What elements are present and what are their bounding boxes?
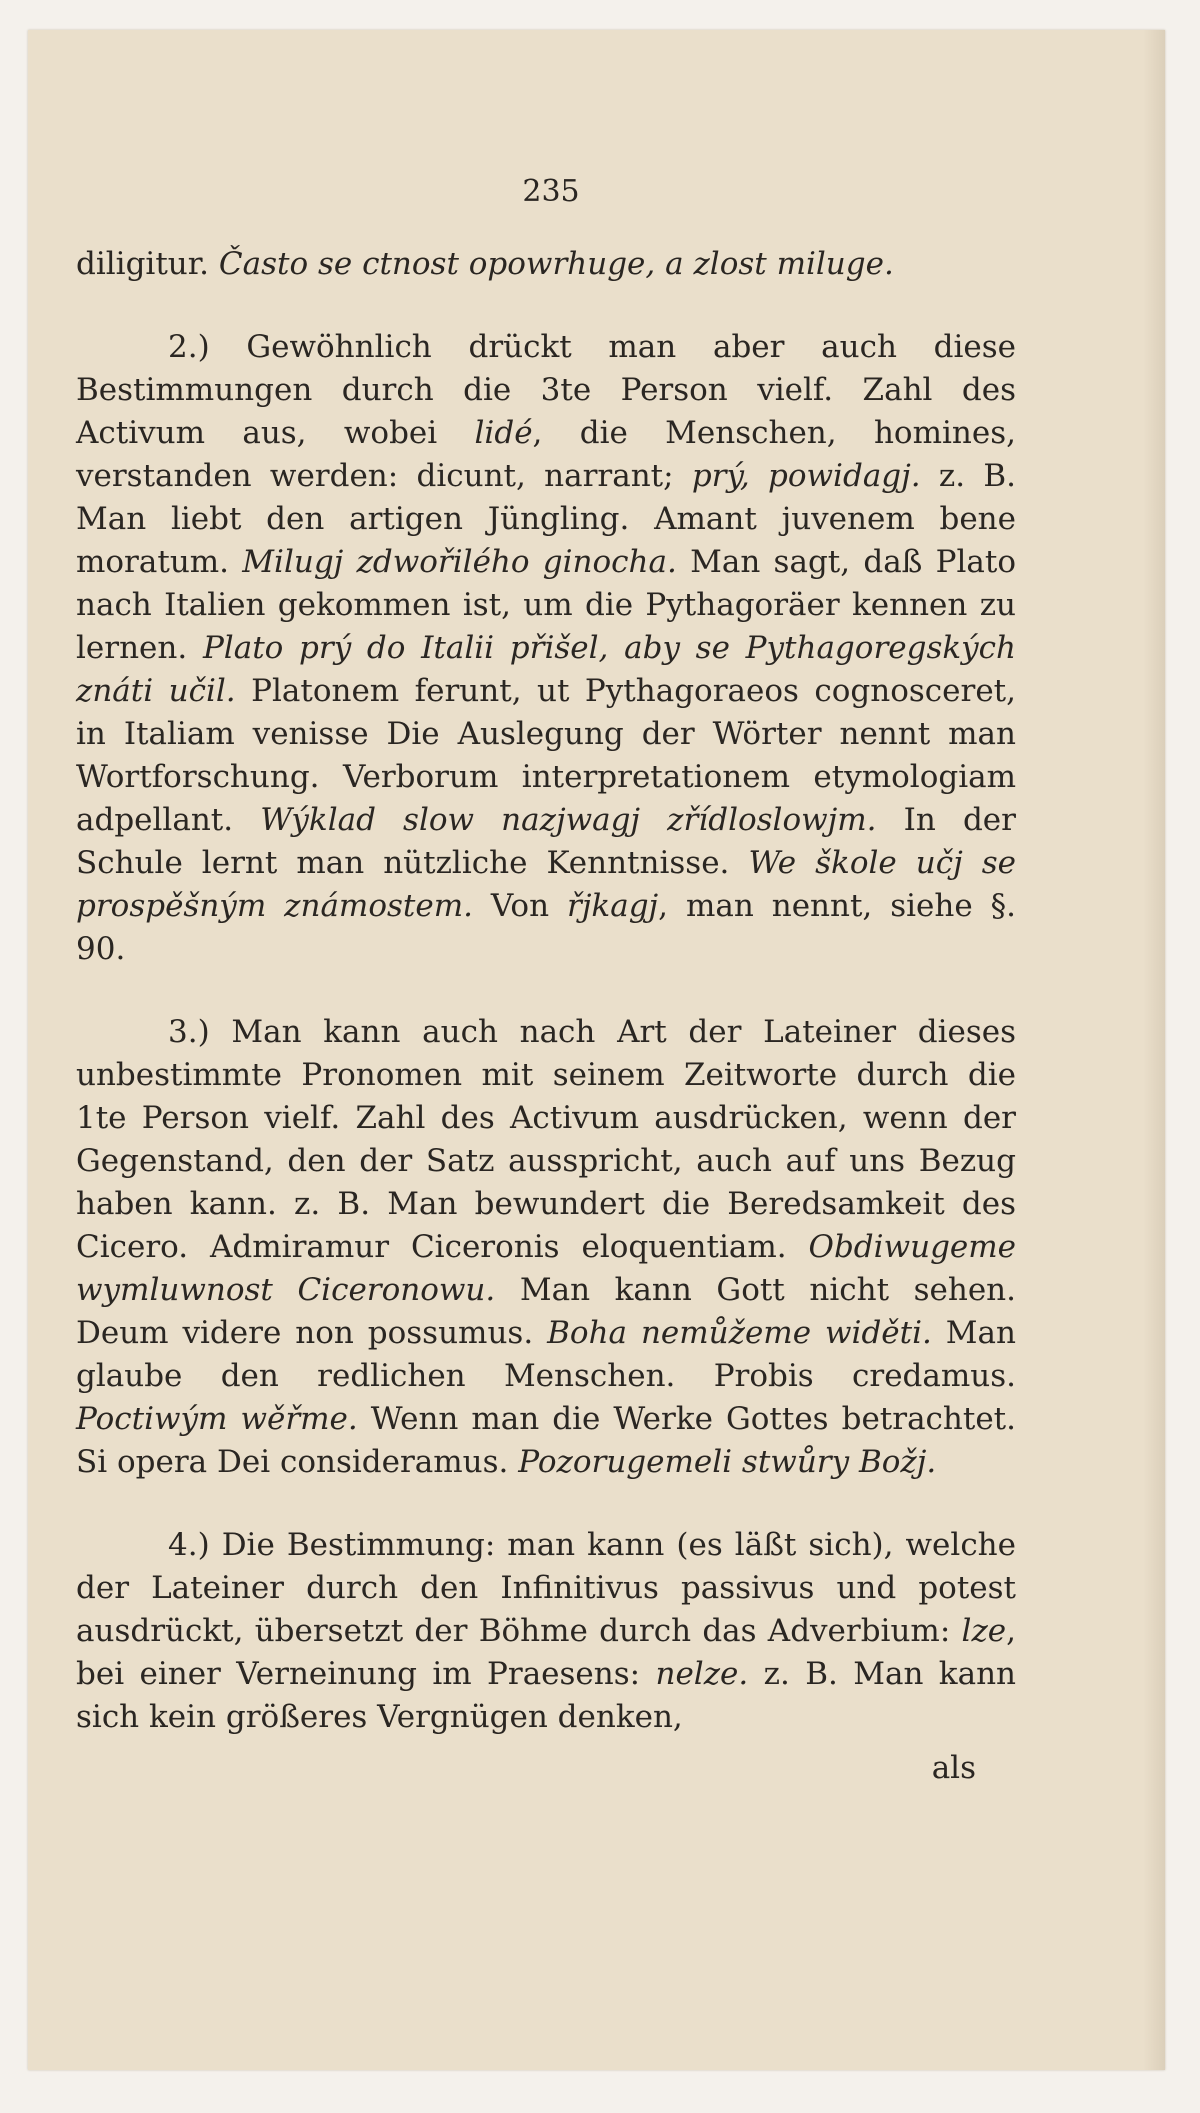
book-page (28, 30, 1165, 2070)
text-run-italic: We škole učj se prospěšným známostem. (76, 845, 1016, 924)
text-run: 4.) Die Bestimmung: man kann (es läßt sich), welche der Lateiner durch den Infinitivus passivus und potest ausdrückt, übersetzt der Böhme durch das Adverbium: (76, 1527, 1016, 1649)
text-run: Von (472, 888, 567, 924)
text-run: , die Menschen, homines, verstanden werden: dicunt, narrant; (76, 415, 1016, 494)
text-run-italic: Plato prý do Italii přišel, aby se Pythagoregských znáti učil. (76, 630, 1016, 709)
text-run-italic: Pozorugemeli stwůry Božj. (518, 1444, 937, 1480)
text-run: 3.) Man kann auch nach Art der Lateiner dieses unbestimmte Pronomen mit seinem Zeitworte durch die 1te Person vielf. Zahl des Activum ausdrücken, wenn der Gegenstand, den der Satz ausspricht, auch auf uns Bezug haben kann. z. B. Man bewundert die Beredsamkeit des Cicero. Admiramur Ciceronis eloquentiam. (76, 1014, 1016, 1265)
text-run-italic: Obdiwugeme wymluwnost Ciceronowu. (76, 1229, 1016, 1308)
paragraph-4 (76, 1524, 1016, 1739)
text-run: Man sagt, daß Plato nach Italien gekommen ist, um die Pythagoräer kennen zu lernen. (76, 544, 1017, 666)
text-run-italic: Poctiwým wěřme. (76, 1401, 358, 1437)
text-run: , bei einer Verneinung im Praesens: (76, 1613, 1016, 1692)
text-run: Man glaube den redlichen Menschen. Probis credamus. (76, 1315, 1016, 1394)
text-run: Platonem ferunt, ut Pythagoraeos cognosceret, in Italiam venisse Die Auslegung der Wörter nennt man Wortforschung. Verborum interpretationem etymologiam adpellant. (76, 673, 1016, 838)
text-run-italic: Milugj zdwořilého ginocha. (242, 544, 677, 580)
text-run-italic: řjkagj (567, 888, 659, 924)
page-number: 235 (522, 174, 580, 209)
text-run-italic: Boha nemůžeme widěti. (547, 1315, 932, 1351)
text-run: Man kann Gott nicht sehen. Deum videre non possumus. (76, 1272, 1016, 1351)
text-run-italic: Často se ctnost opowrhuge, a zlost miluge. (218, 246, 894, 282)
text-run-italic: nelze. (655, 1656, 749, 1692)
text-run: z. B. Man liebt den artigen Jüngling. Amant juvenem bene moratum. (76, 458, 1016, 580)
text-run-italic: lze (961, 1613, 1007, 1649)
text-run: In der Schule lernt man nützliche Kenntnisse. (76, 802, 1016, 881)
page-text (76, 170, 1016, 1790)
text-run: 2.) Gewöhnlich drückt man aber auch diese Bestimmungen durch die 3te Person vielf. Zahl des Activum aus, wobei (76, 329, 1016, 451)
text-run-italic: prý, powidagj. (691, 458, 921, 494)
text-run-italic: lidé (474, 415, 533, 451)
text-run: z. B. Man kann sich kein größeres Vergnügen denken, (76, 1656, 1016, 1735)
catchword: als (931, 1750, 976, 1786)
text-run-italic: Wýklad slow nazjwagj zřídloslowjm. (260, 802, 877, 838)
text-run: Wenn man die Werke Gottes betrachtet. Si opera Dei consideramus. (76, 1401, 1016, 1480)
text-run: , man nennt, siehe §. 90. (76, 888, 1016, 967)
paragraph-continuation (76, 243, 1016, 286)
paragraph-3 (76, 1011, 1016, 1484)
page-edge-shadow (1143, 30, 1165, 2070)
text-run: diligitur. (76, 246, 219, 282)
paragraph-2 (76, 326, 1016, 971)
